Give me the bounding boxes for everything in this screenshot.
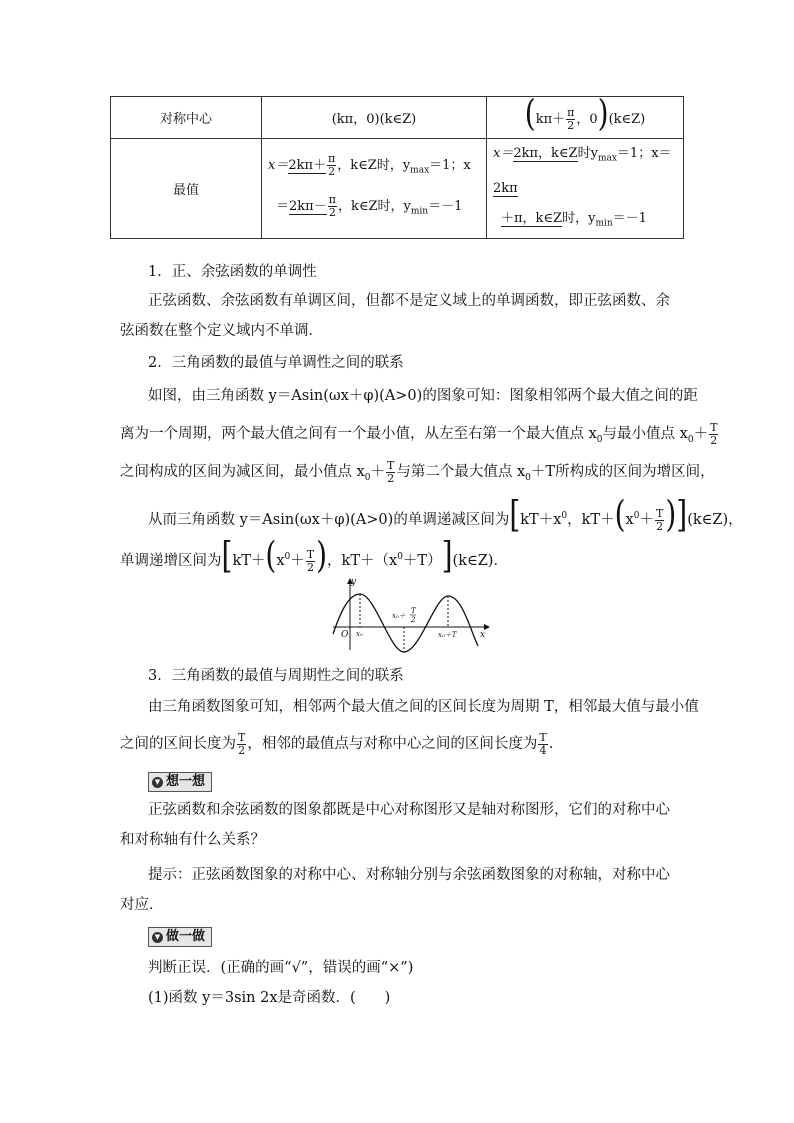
- section2-line1: 如图，由三角函数 y＝Asin(ωx＋φ)(A>0)的图象可知：图象相邻两个最大值之间的距: [148, 388, 698, 404]
- section2-line4: 从而三角函数 y＝Asin(ωx＋φ)(A>0)的单调递减区间为[$kT+x^0$，$kT+(x^0+$ $\frac{T}{2}$ )](k∈Z)，: [148, 492, 743, 536]
- origin-label: O: [341, 630, 349, 640]
- row-label-symmetry-center: 对称中心: [111, 97, 262, 139]
- mid-label-num: T: [411, 607, 416, 615]
- down-triangle-icon: ▼: [152, 932, 163, 943]
- sin-symmetry-center: (kπ，0)(k∈Z): [262, 97, 487, 139]
- sine-curve: [333, 594, 478, 652]
- think-question: 正弦函数和余弦函数的图象都既是中心对称图形又是轴对称图形，它们的对称中心和对称轴有什么关系？: [120, 802, 670, 848]
- section3-line2: 之间的区间长度为 $\frac{T}{2}$ ，相邻的最值点与对称中心之间的区间长度为 $\frac{T}{4}$ .: [120, 731, 554, 757]
- table-row: [111, 97, 684, 139]
- x0T-label: x₀＋T: [438, 631, 457, 639]
- sine-graph: [330, 574, 490, 654]
- section2-line3: 之间构成的区间为减区间，最小值点 $x_0+$ $\frac{T}{2}$ 与第二个最大值点 $x_0+T$所构成的区间为增区间，: [120, 459, 715, 485]
- table-row: [111, 139, 684, 239]
- doit-badge: ▼ 做一做: [148, 927, 212, 947]
- section1-body: 正弦函数、余弦函数有单调区间，但都不是定义域上的单调函数，即正弦函数、余弦函数在整个定义域内不单调．: [120, 293, 670, 339]
- doit-intro: 判断正误．(正确的画“√”，错误的画“×”): [148, 960, 414, 976]
- section3-line1: 由三角函数图象可知，相邻两个最大值之间的区间长度为周期 T，相邻最大值与最小值: [148, 699, 699, 715]
- section2-line5: 单调递增区间为[$kT+(x^0+$ $\frac{T}{2}$ )，$kT+(x^0+T)](k\in Z)$．: [120, 533, 508, 577]
- think-badge: ▼ 想一想: [148, 772, 212, 792]
- down-triangle-icon: ▼: [152, 777, 163, 788]
- mid-label-den: 2: [411, 616, 416, 624]
- x0-label: x₀: [356, 630, 363, 638]
- sin-extrema: x＝2kπ＋ $\frac{\pi}{2}$ ，k∈Z时，$y_{max}=1$；x ＝2kπ－ $\frac{\pi}{2}$ ，k∈Z时，$y_{min}=-1$: [262, 139, 487, 239]
- properties-table: [110, 91, 684, 239]
- row-label-extrema: 最值: [111, 139, 262, 239]
- cos-extrema: x＝2kπ，k∈Z时$y_{max}=1$；x＝2kπ ＋π，k∈Z时，$y_{min}=-1$: [487, 139, 684, 239]
- cos-symmetry-center: (kπ＋ $\frac{\pi}{2}$ ，0)(k∈Z): [487, 97, 684, 139]
- y-label: y: [351, 577, 357, 587]
- section2-heading: 2．三角函数的最值与单调性之间的联系: [148, 355, 404, 371]
- doit-question1: (1)函数 y＝3sin 2x是奇函数．( ): [148, 990, 391, 1006]
- x-label: x: [480, 630, 486, 640]
- section2-line2: 离为一个周期，两个最大值之间有一个最小值，从左至右第一个最大值点 $x_0$与最小值点 $x_0+$ $\frac{T}{2}$: [120, 421, 718, 447]
- mid-label-a: x₀＋: [392, 612, 406, 620]
- section3-heading: 3．三角函数的最值与周期性之间的联系: [148, 668, 404, 684]
- section1-heading: 1．正、余弦函数的单调性: [148, 264, 317, 280]
- think-answer: 提示：正弦函数图象的对称中心、对称轴分别与余弦函数图象的对称轴，对称中心对应．: [120, 867, 670, 913]
